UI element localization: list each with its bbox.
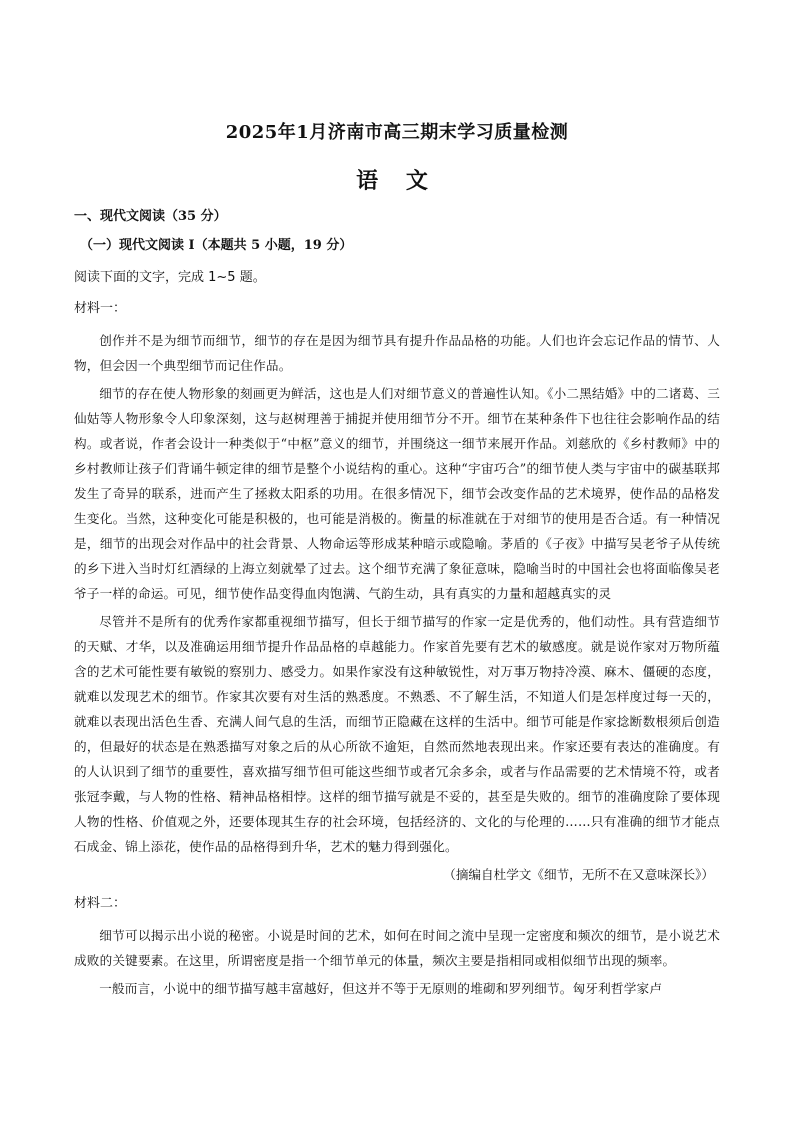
- subject-title: 语 文: [356, 168, 438, 194]
- material-label: 材料一：: [74, 301, 127, 316]
- paragraph: 细节可以揭示出小说的秘密。小说是时间的艺术，如何在时间之流中呈现一定密度和频次的细节，是小说艺术成败的关键要素。在这里，所谓密度是指一个细节单元的体量，频次主要是指相同或相似细节出现的频率。: [74, 928, 720, 968]
- exam-body: [74, 206, 720, 1004]
- section-heading: 一、现代文阅读（35 分）: [74, 209, 227, 224]
- source-citation: （摘编自杜学文《细节，无所不在又意味深长》）: [443, 867, 714, 882]
- paragraph: 尽管并不是所有的优秀作家都重视细节描写，但长于细节描写的作家一定是优秀的，他们动性。具有营造细节的天赋、才华，以及准确运用细节提升作品品格的卓越能力。作家首先要有艺术的敏感度。就是说作家对万物所蕴含的艺术可能性要有敏锐的察别力、感受力。如果作家没有这种敏锐性，对万事万物持冷漠、麻木、僵硬的态度，就难以发现艺术的细节。作家其次要有对生活的熟悉度。不熟悉、不了解生活，不知道人们是怎样度过每一天的，就难以表现出活色生香、充满人间气息的生活，而细节正隐藏在这样的生活中。细节可能是作家捻断数根须后创造的，但最好的状态是在熟悉描写对象之后的从心所欲不逾矩，自然而然地表现出来。作家还要有表达的准确度。有的人认识到了细节的重要性，喜欢描写细节但可能这些细节或者冗余多余，或者与作品需要的艺术情境不符，或者张冠李戴，与人物的性格、精神品格相悖。这样的细节描写就是不妥的，甚至是失败的。细节的准确度除了要体现人物的性格、价值观之外，还要体现其生存的社会环境，包括经济的、文化的与伦理的……只有准确的细节才能点石成金、锦上添花，使作品的品格得到升华，艺术的魅力得到强化。: [74, 614, 720, 854]
- subsection-heading: （一）现代文阅读 I（本题共 5 小题，19 分）: [80, 238, 353, 253]
- instruction-text: 阅读下面的文字，完成 1~5 题。: [74, 270, 266, 285]
- exam-title: 2025年1月济南市高三期末学习质量检测: [225, 122, 569, 143]
- paragraph: 细节的存在使人物形象的刻画更为鲜活，这也是人们对细节意义的普遍性认知。《小二黑结婚》中的二诸葛、三仙姑等人物形象令人印象深刻，这与赵树理善于捕捉并使用细节分不开。细节在某种条件下也往往会影响作品的结构。或者说，作者会设计一种类似于“中枢”意义的细节，并围绕这一细节来展开作品。刘慈欣的《乡村教师》中的乡村教师让孩子们背诵牛顿定律的细节是整个小说结构的重心。这种“宇宙巧合”的细节使人类与宇宙中的碳基联邦发生了奇异的联系，进而产生了拯救太阳系的功用。在很多情况下，细节会改变作品的艺术境界，使作品的品格发生变化。当然，这种变化可能是积极的，也可能是消极的。衡量的标准就在于对细节的使用是否合适。有一种情况是，细节的出现会对作品中的社会背景、人物命运等形成某种暗示或隐喻。茅盾的《子夜》中描写吴老爷子从传统的乡下进入当时灯红酒绿的上海立刻就晕了过去。这个细节充满了象征意味，隐喻当时的中国社会也将面临像吴老爷子一样的命运。可见，细节使作品变得血肉饱满、气韵生动，具有真实的力量和超越真实的灵: [74, 386, 720, 601]
- paragraph: 一般而言，小说中的细节描写越丰富越好，但这并不等于无原则的堆砌和罗列细节。匈牙利哲学家卢: [99, 981, 663, 996]
- material-label: 材料二：: [74, 896, 127, 911]
- paragraph: 创作并不是为细节而细节，细节的存在是因为细节具有提升作品品格的功能。人们也许会忘记作品的情节、人物，但会因一个典型细节而记住作品。: [74, 333, 720, 373]
